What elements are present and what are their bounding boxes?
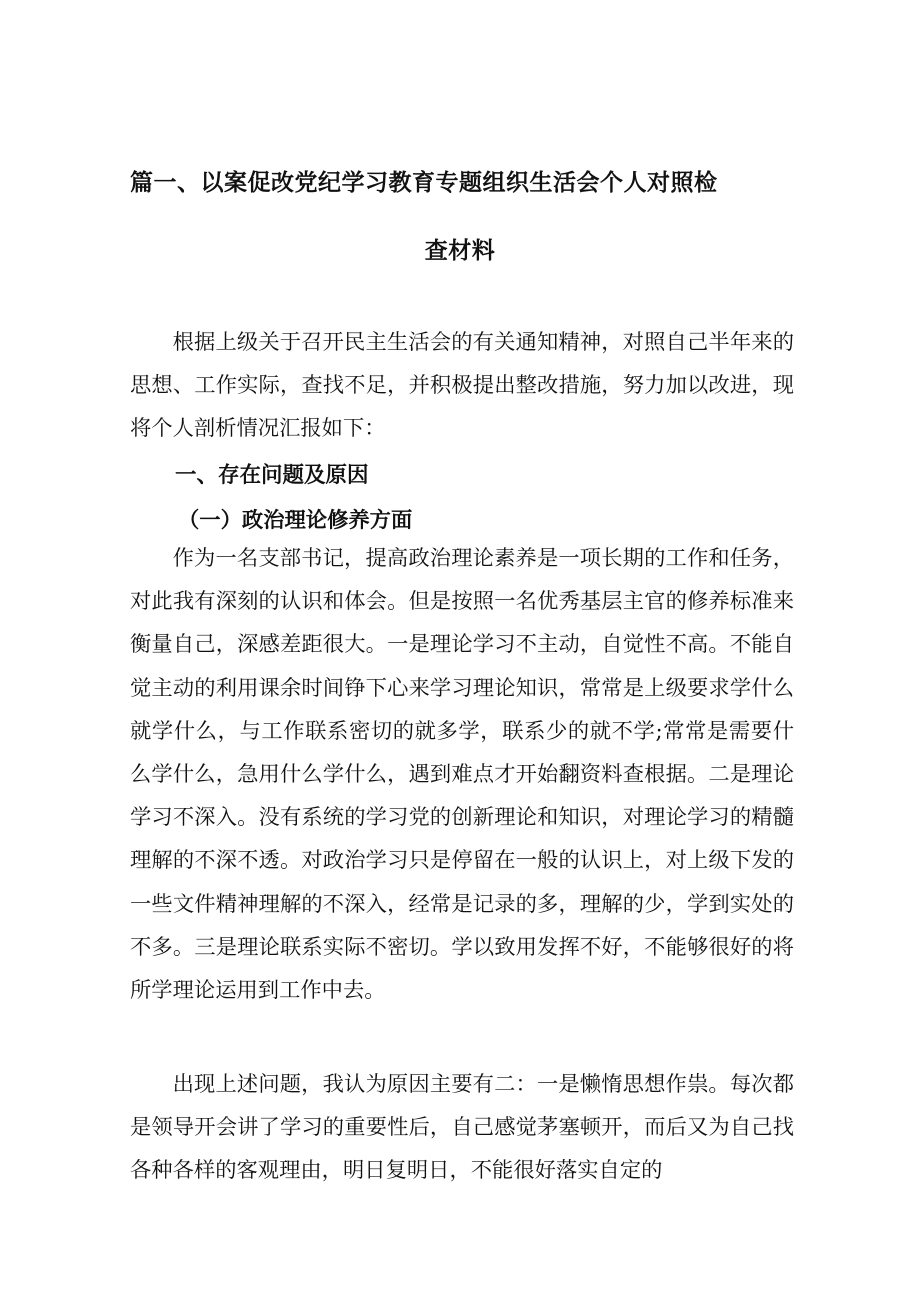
document-title-line2: 查材料 bbox=[424, 238, 496, 264]
intro-paragraph: 根据上级关于召开民主生活会的有关通知精神，对照自己半年来的思想、工作实际，查找不足，并积极提出整改措施，努力加以改进，现将个人剖析情况汇报如下： bbox=[130, 330, 794, 442]
subsection-heading: （一）政治理论修养方面 bbox=[178, 508, 413, 533]
political-theory-paragraph: 作为一名支部书记，提高政治理论素养是一项长期的工作和任务，对此我有深刻的认识和体会。但是按照一名优秀基层主官的修养标准来衡量自己，深感差距很大。一是理论学习不主动，自觉性不高。不能自觉主动的利用课余时间铮下心来学习理论知识，常常是上级要求学什么就学什么，与工作联系密切的就多学，联系少的就不学;常常是需要什么学什么，急用什么学什么，遇到难点才开始翻资料查根据。二是理论学习不深入。没有系统的学习党的创新理论和知识，对理论学习的精髓理解的不深不透。对政治学习只是停留在一般的认识上，对上级下发的一些文件精神理解的不深入，经常是记录的多，理解的少，学到实处的不多。三是理论联系实际不密切。学以致用发挥不好，不能够很好的将所学理论运用到工作中去。 bbox=[130, 546, 794, 1004]
cause-paragraph: 出现上述问题，我认为原因主要有二：一是懒惰思想作祟。每次都是领导开会讲了学习的重要性后，自己感觉茅塞顿开，而后又为自己找各种各样的客观理由，明日复明日，不能很好落实自定的 bbox=[130, 1072, 794, 1184]
document-title-line1: 篇一、以案促改党纪学习教育专题组织生活会个人对照检 bbox=[130, 170, 718, 196]
section-heading: 一、存在问题及原因 bbox=[175, 463, 369, 488]
